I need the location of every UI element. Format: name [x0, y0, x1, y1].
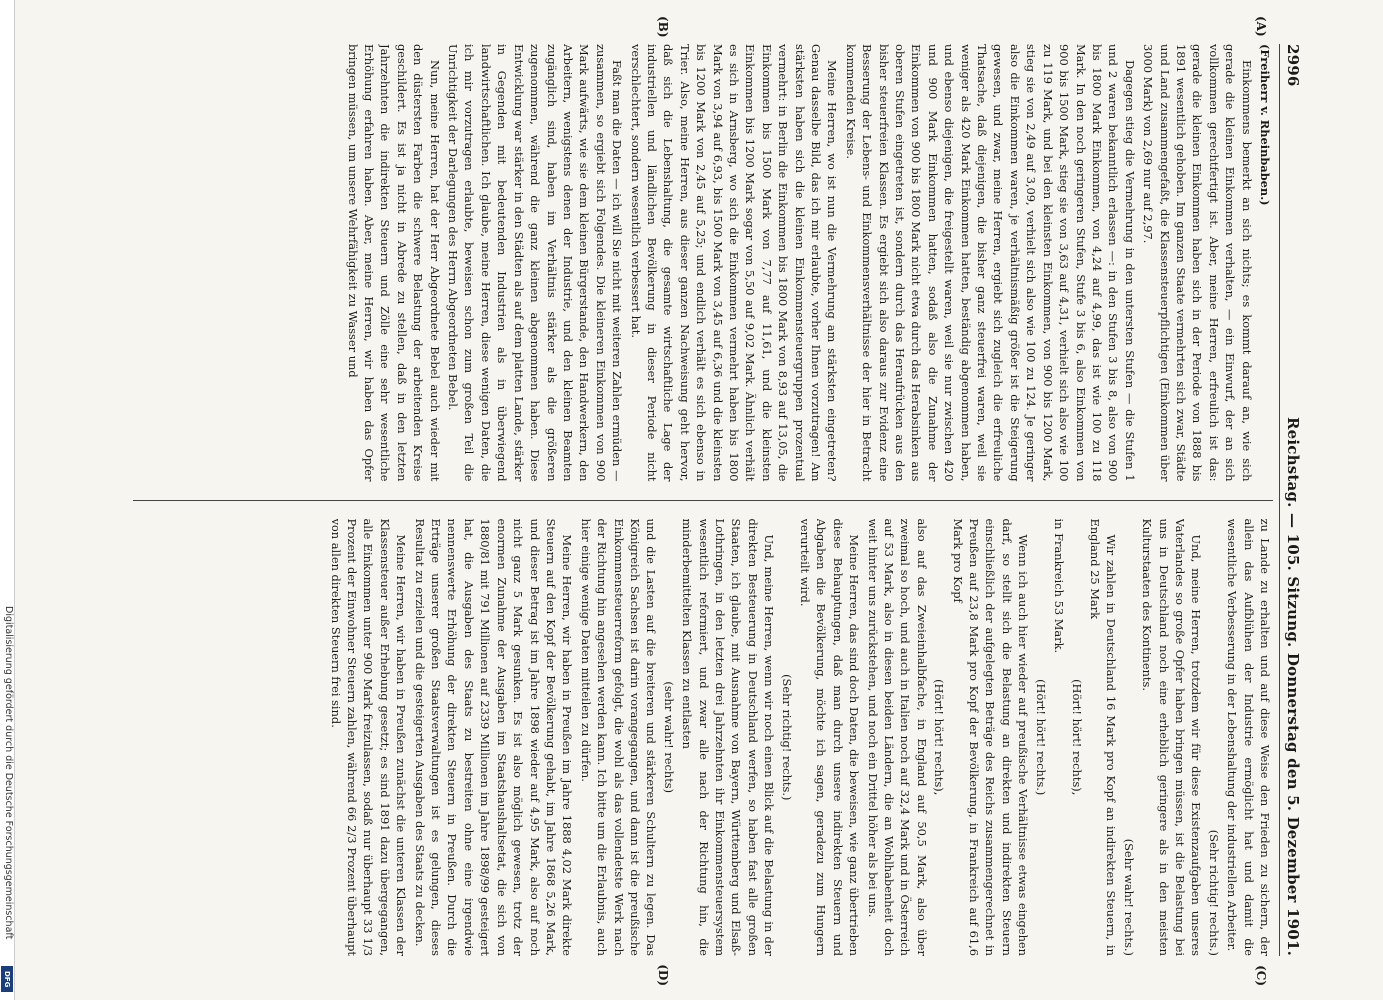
interjection: (Sehr richtig! rechts.)	[779, 674, 794, 801]
dfg-logo: DFG	[1, 966, 13, 992]
paragraph: also auf das Zweieinhalbfache, in England auf 50,5 Mark, also über zweimal so hoch, und auch in Italien noch auf 32,4 Mark und in Österreich auf 53 Mark, also in diesen beiden Ländern, die an Wohlhabenheit doch weit hinter uns zurückstehen, und noch ein Drittel höher als bei uns.	[865, 518, 929, 956]
paragraph: und die Lasten auf die breiteren und stärkeren Schultern zu legen. Das Königreich Sachsen ist darin vorangegangen, und dann ist die preußische Einkommensteuerreform gefolgt, die wohl als das vollendetste Werk nach der Richtung hin angesehen werden kann. Ich bitte um die Erlaubnis, auch hier einige wenige Daten mitteilen zu dürfen.	[578, 518, 659, 956]
interjection: (Hört! hört! rechts),	[1069, 679, 1084, 796]
paragraph: Wir zahlen in Deutschland 16 Mark pro Kopf an indirekten Steuern, in England 25 Mark	[1087, 518, 1119, 956]
paragraph: Einkommens bemerkt an sich nichts; es kommt darauf an, wie sich gerade die kleinen Einkommen verhalten, — ein Einwurf, der an sich vollkommen gerechtfertigt ist. Aber, meine Herren, erfreulich ist das: gerade die kleinen Einkommen haben sich in der Periode von 1888 bis 1891 wesentlich gehoben. Im ganzen Staate vermehrten sich zwar, Städte und Land zusammengefaßt, die Klassensteuerpflichtigen (Einkommen über 3000 Mark) von 2,69 nur auf 2,97.	[1141, 44, 1254, 482]
column-divider	[133, 500, 1273, 501]
paragraph: Meine Herren, wir haben in Preußen im Jahre 1888 4,02 Mark direkte Steuern auf den Kopf der Bevölkerung gehabt, im Jahre 1868 5,26 Mark, und dieser Betrag ist im Jahre 1898 wieder auf 4,95 Mark, also auf noch nicht ganz 5 Mark gesunken. Es ist also möglich gewesen, trotz der enormen Zunahme der Ausgaben im Staatshaushaltsetat, die sich von 1880/81 mit 791 Millionen auf 2339 Millionen im Jahre 1898/99 gesteigert hat, die Ausgaben des Staats zu bestreiten ohne eine irgendwie nennenswerte Erhöhung der direkten Steuern in Preußen. Durch die Erträge unserer großen Staatsverwaltungen ist es gelungen, dieses Resultat zu erzielen und die gesteigerten Ausgaben des Staats zu decken.	[412, 518, 575, 956]
rotated-page	[80, 16, 1310, 986]
speaker-name: (Freiherr v. Rheinbaben.)	[1258, 44, 1272, 206]
paragraph: zu Lande zu erhalten und auf diese Weise den Frieden zu sichern, der allein das Aufblühen der Industrie ermöglicht hat und damit die wesentliche Verbesserung in der Lebenshaltung der industriellen Arbeiter.	[1225, 518, 1272, 956]
digitization-credit: Digitalisierung gefördert durch die Deutsche Forschungsgemeinschaft	[3, 606, 14, 940]
text-columns	[133, 44, 1273, 956]
right-column	[133, 519, 1273, 957]
page-header	[1279, 44, 1302, 956]
interjection: (Sehr richtig! rechts.)	[1206, 829, 1221, 956]
interjection: (Hört! hört! rechts.)	[1033, 679, 1048, 796]
paragraph: Dagegen stieg die Vermehrung in den untersten Stufen — die Stufen 1 und 2 waren bekanntlich erlassen —: in den Stufen 3 bis 8, also von 900 bis 1800 Mark Einkommen, von 4,24 auf 4,99, das ist wie 100 zu 118 Mark. In den noch geringeren Stufen, Stufe 3 bis 6, also Einkommen von 900 bis 1500 Mark, stieg sie von 3,63 auf 4,31, verhielt sich also wie 100 zu 119 Mark, und bei den kleinsten Einkommen, von 900 bis 1200 Mark, stieg sie von 2,49 auf 3,09, verhielt sich also wie 100 zu 124. Je geringer also die Einkommen waren, je verhältnismäßig größer ist die Steigerung gewesen, und zwar, meine Herren, ergiebt sich zugleich die erfreuliche Thatsache, daß diejenigen, die bisher ganz steuerfrei waren, weil sie weniger als 420 Mark Einkommen hatten, beständig abgenommen haben, und ebenso diejenigen, die freigestellt waren, weil sie nur zwischen 420 und 900 Mark Einkommen hatten, sodaß also die Zunahme der Einkommen von 900 bis 1800 Mark nicht etwa durch das Herabsinken aus oberen Stufen eingetreten ist, sondern durch das Heraufrücken aus den bisher steuerfreien Klassen. Es ergiebt sich also daraus zur Evidenz eine Besserung der Lebens- und Einkommensverhältnisse der hier in Betracht kommenden Kreise.	[843, 44, 1137, 482]
paragraph: Meine Herren, wir haben in Preußen zunächst die unteren Klassen der Klassensteuer außer Erhebung gesetzt; es sind 1891 dazu übergegangen, alle Einkommen unter 900 Mark freizulassen, sodaß nur überhaupt 33 1/3 Prozent der Einwohner Steuern zahlen, während 66 2/3 Prozent überhaupt von allen direkten Steuern frei sind.	[328, 518, 409, 956]
credit-strip	[0, 0, 15, 1000]
interjection: (Hört! hört! rechts),	[932, 679, 947, 796]
paragraph: Wenn ich auch hier wieder auf preußische Verhältnisse etwas eingehen darf, so stellt sich die Belastung an direkten und indirekten Steuern einschließlich der aufgelegten Beträge des Reichs zusammengerechnet in Preußen auf 23,8 Mark pro Kopf der Bevölkerung, in Frankreich auf 61,6 Mark pro Kopf	[950, 518, 1031, 956]
margin-letter-c: (C)	[1254, 965, 1268, 986]
page-title: Reichstag. — 105. Sitzung. Donnerstag den 5. Dezember 1901.	[1284, 417, 1302, 956]
interjection: (Sehr wahr! rechts.)	[1121, 838, 1136, 956]
margin-letter-d: (D)	[656, 964, 670, 986]
margin-letter-b: (B)	[656, 16, 670, 38]
left-column	[133, 44, 1273, 482]
margin-letter-a: (A)	[1254, 16, 1268, 37]
interjection: (sehr wahr! rechts)	[661, 681, 676, 794]
paragraph: Faßt man die Daten — ich will Sie nicht mit weiteren Zahlen ermüden — zusammen, so ergiebt sich Folgendes. Die kleineren Einkommen von 900 Mark aufwärts, wie sie dem kleinen Bürgerstande, den Handwerkern, den Arbeitern, wenigstens denen der Industrie, und den kleinen Beamten zugänglich sind, haben im Verhältnis stärker als die größeren zugenommen, während die ganz kleinen abgenommen haben. Diese Entwicklung war stärker in den Städten als auf dem platten Lande, stärker in Gegenden mit bedeutenden Industrien als in überwiegend landwirtschaftlichen. Ich glaube, meine Herren, diese wenigen Daten, die ich mir vorzutragen erlaubte, beweisen schon zum großen Teil die Unrichtigkeit der Darlegungen des Herrn Abgeordneten Bebel.	[446, 44, 625, 482]
paragraph: Und, meine Herren, wenn wir noch einen Blick auf die Belastung in der direkten Besteuerung in Deutschland werfen, so haben fast alle großen Staaten, ich glaube, mit Ausnahme von Bayern, Württemberg und Elsaß-Lothringen, in den letzten drei Jahrzehnten ihr Einkommensteuersystem wesentlich reformiert, und zwar alle nach der Richtung hin, die minderbemittelten Klassen zu entlasten	[680, 518, 777, 956]
paragraph: Und, meine Herren, trotzdem wir für diese Existenzaufgaben unseres Vaterlandes so große Opfer haben bringen müssen, ist die Belastung bei uns in Deutschland noch eine erheblich geringere als in den meisten Kulturstaaten des Kontinents.	[1140, 518, 1204, 956]
paragraph: Nun, meine Herren, hat der Herr Abgeordnete Bebel auch wieder mit den düstersten Farben die schwere Belastung der arbeitenden Kreise geschildert. Es ist ja nicht in Abrede zu stellen, daß in den letzten Jahrzehnten die indirekten Steuern und Zölle eine sehr wesentliche Erhöhung erfahren haben. Aber, meine Herren, wir haben das Opfer bringen müssen, um unsere Wehrfähigkeit zu Wasser und	[345, 44, 442, 482]
paragraph: Meine Herren, das sind doch Daten, die beweisen, wie ganz übertrieben diese Behauptungen, daß man durch unsere indirekten Steuern und Abgaben die Bevölkerung, möchte ich sagen, geradezu zum Hungern verurteilt wird.	[798, 518, 862, 956]
paragraph: Meine Herren, wo ist nun die Vermehrung am stärksten eingetreten? Genau dasselbe Bild, das ich mir erlaubte, vorher Ihnen vorzutragen! Am stärksten haben sich die kleinen Einkommensteuergruppen prozentual vermehrt: in Berlin die Einkommen bis 1800 Mark von 8,93 auf 13,05, die Einkommen bis 1500 Mark von 7,77 auf 11,61, und die kleinsten Einkommen bis 1200 Mark sogar von 5,50 auf 9,02 Mark. Ähnlich verhält es sich in Arnsberg, wo sich die Einkommen vermehrt haben bis 1800 Mark von 3,94 auf 6,93, bis 1500 Mark von 3,45 auf 6,36 und die kleinsten bis 1200 Mark von 2,45 auf 5,25; und endlich verhält es sich ebenso in Trier. Also, meine Herren, aus dieser ganzen Nachweisung geht hervor, daß sich die Lebenshaltung, die gesamte wirtschaftliche Lage der industriellen und ländlichen Bevölkerung in dieser Periode nicht verschlechtert, sondern wesentlich verbessert hat.	[628, 44, 840, 482]
page-number: 2996	[1284, 44, 1302, 87]
speaker-line	[1257, 44, 1273, 482]
paragraph: in Frankreich 53 Mark.	[1052, 518, 1067, 654]
